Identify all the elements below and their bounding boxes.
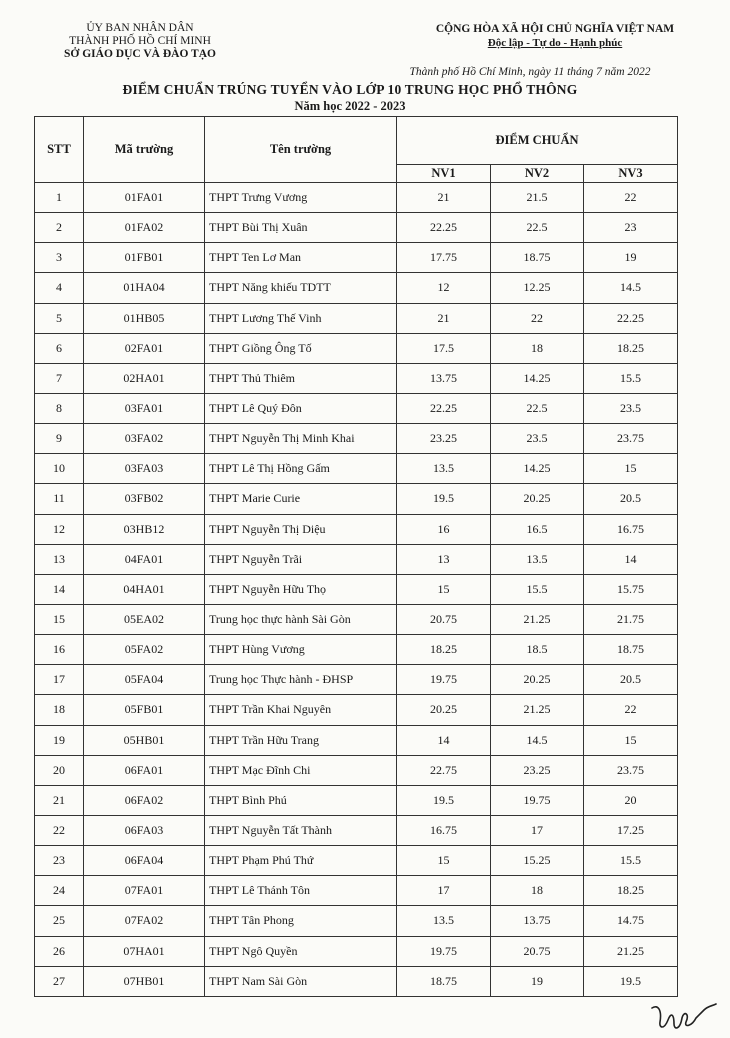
- header-nv3: NV3: [584, 165, 678, 183]
- ten-truong-cell: THPT Nguyễn Thị Minh Khai: [205, 424, 397, 454]
- ma-truong-cell: 07HA01: [84, 936, 205, 966]
- table-row: [35, 273, 678, 303]
- nv1-cell: 12: [397, 273, 491, 303]
- nv3-cell: 22: [584, 695, 678, 725]
- stt-cell: 12: [35, 514, 84, 544]
- table-row: [35, 333, 678, 363]
- nv2-cell: 21.5: [491, 183, 584, 213]
- table-row: [35, 393, 678, 423]
- ma-truong-cell: 02HA01: [84, 363, 205, 393]
- stt-cell: 7: [35, 363, 84, 393]
- nv1-cell: 19.75: [397, 936, 491, 966]
- ten-truong-cell: THPT Nam Sài Gòn: [205, 966, 397, 996]
- nv2-cell: 18.5: [491, 635, 584, 665]
- nv1-cell: 19.75: [397, 665, 491, 695]
- ma-truong-cell: 02FA01: [84, 333, 205, 363]
- table-row: [35, 454, 678, 484]
- table-row: [35, 604, 678, 634]
- table-row: [35, 514, 678, 544]
- ma-truong-cell: 01FB01: [84, 243, 205, 273]
- nv1-cell: 13: [397, 544, 491, 574]
- table-row: [35, 846, 678, 876]
- nv3-cell: 20.5: [584, 484, 678, 514]
- ten-truong-cell: THPT Marie Curie: [205, 484, 397, 514]
- nv2-cell: 15.5: [491, 574, 584, 604]
- table-row: [35, 424, 678, 454]
- nv1-cell: 22.75: [397, 755, 491, 785]
- table-row: [35, 574, 678, 604]
- nv3-cell: 20: [584, 785, 678, 815]
- stt-cell: 23: [35, 846, 84, 876]
- ma-truong-cell: 03HB12: [84, 514, 205, 544]
- nv3-cell: 18.25: [584, 876, 678, 906]
- nv2-cell: 14.25: [491, 454, 584, 484]
- ten-truong-cell: THPT Trưng Vương: [205, 183, 397, 213]
- ten-truong-cell: THPT Bình Phú: [205, 785, 397, 815]
- ma-truong-cell: 06FA04: [84, 846, 205, 876]
- document-date: Thành phố Hồ Chí Minh, ngày 11 tháng 7 năm 2022: [409, 66, 651, 78]
- nv2-cell: 18: [491, 333, 584, 363]
- stt-cell: 5: [35, 303, 84, 333]
- nv3-cell: 23.75: [584, 424, 678, 454]
- nv1-cell: 15: [397, 846, 491, 876]
- ma-truong-cell: 01FA01: [84, 183, 205, 213]
- table-row: [35, 363, 678, 393]
- ten-truong-cell: THPT Lê Quý Đôn: [205, 393, 397, 423]
- table-row: [35, 725, 678, 755]
- stt-cell: 8: [35, 393, 84, 423]
- table-row: [35, 876, 678, 906]
- nv3-cell: 18.25: [584, 333, 678, 363]
- table-row: [35, 183, 678, 213]
- stt-cell: 21: [35, 785, 84, 815]
- issuer-line-2: THÀNH PHỐ HỒ CHÍ MINH: [69, 35, 211, 47]
- nv3-cell: 18.75: [584, 635, 678, 665]
- nv2-cell: 14.5: [491, 725, 584, 755]
- header-ma-truong: Mã trường: [84, 117, 205, 183]
- ten-truong-cell: THPT Nguyễn Thị Diệu: [205, 514, 397, 544]
- nv1-cell: 13.75: [397, 363, 491, 393]
- ma-truong-cell: 03FB02: [84, 484, 205, 514]
- ten-truong-cell: THPT Lê Thánh Tôn: [205, 876, 397, 906]
- nv3-cell: 23.5: [584, 393, 678, 423]
- score-table: [34, 116, 678, 997]
- nv3-cell: 14.75: [584, 906, 678, 936]
- table-row: [35, 213, 678, 243]
- ten-truong-cell: THPT Nguyễn Trãi: [205, 544, 397, 574]
- nv1-cell: 21: [397, 183, 491, 213]
- stt-cell: 10: [35, 454, 84, 484]
- stt-cell: 16: [35, 635, 84, 665]
- ten-truong-cell: THPT Lương Thế Vinh: [205, 303, 397, 333]
- issuer-line-1: ỦY BAN NHÂN DÂN: [86, 22, 194, 34]
- nv1-cell: 17.5: [397, 333, 491, 363]
- table-row: [35, 665, 678, 695]
- ma-truong-cell: 07HB01: [84, 966, 205, 996]
- nv1-cell: 14: [397, 725, 491, 755]
- ma-truong-cell: 07FA01: [84, 876, 205, 906]
- table-row: [35, 243, 678, 273]
- ten-truong-cell: THPT Năng khiếu TDTT: [205, 273, 397, 303]
- ten-truong-cell: THPT Nguyễn Tất Thành: [205, 815, 397, 845]
- ma-truong-cell: 05FB01: [84, 695, 205, 725]
- document-title: ĐIỂM CHUẨN TRÚNG TUYỂN VÀO LỚP 10 TRUNG HỌC PHỔ THÔNG: [122, 82, 578, 97]
- ten-truong-cell: THPT Bùi Thị Xuân: [205, 213, 397, 243]
- nv3-cell: 14.5: [584, 273, 678, 303]
- table-row: [35, 635, 678, 665]
- national-motto: Độc lập - Tự do - Hạnh phúc: [487, 37, 623, 49]
- nv3-cell: 22: [584, 183, 678, 213]
- stt-cell: 2: [35, 213, 84, 243]
- table-row: [35, 484, 678, 514]
- ma-truong-cell: 07FA02: [84, 906, 205, 936]
- nv1-cell: 16: [397, 514, 491, 544]
- ten-truong-cell: Trung học thực hành Sài Gòn: [205, 604, 397, 634]
- issuer-line-3: SỞ GIÁO DỤC VÀ ĐÀO TẠO: [64, 48, 216, 60]
- nv2-cell: 21.25: [491, 604, 584, 634]
- nv1-cell: 17: [397, 876, 491, 906]
- ma-truong-cell: 04HA01: [84, 574, 205, 604]
- nv1-cell: 17.75: [397, 243, 491, 273]
- table-row: [35, 695, 678, 725]
- stt-cell: 24: [35, 876, 84, 906]
- nv2-cell: 19: [491, 966, 584, 996]
- nv3-cell: 15.5: [584, 363, 678, 393]
- ten-truong-cell: THPT Hùng Vương: [205, 635, 397, 665]
- nv3-cell: 15: [584, 725, 678, 755]
- stt-cell: 1: [35, 183, 84, 213]
- nv1-cell: 18.75: [397, 966, 491, 996]
- nv3-cell: 22.25: [584, 303, 678, 333]
- nv3-cell: 21.75: [584, 604, 678, 634]
- table-row: [35, 785, 678, 815]
- stt-cell: 17: [35, 665, 84, 695]
- nv1-cell: 20.25: [397, 695, 491, 725]
- nv1-cell: 15: [397, 574, 491, 604]
- nv3-cell: 23.75: [584, 755, 678, 785]
- header-nv1: NV1: [397, 165, 491, 183]
- nv3-cell: 15.75: [584, 574, 678, 604]
- stt-cell: 15: [35, 604, 84, 634]
- stt-cell: 27: [35, 966, 84, 996]
- nv2-cell: 13.75: [491, 906, 584, 936]
- ten-truong-cell: Trung học Thực hành - ĐHSP: [205, 665, 397, 695]
- nv3-cell: 16.75: [584, 514, 678, 544]
- ten-truong-cell: THPT Ten Lơ Man: [205, 243, 397, 273]
- ma-truong-cell: 01HA04: [84, 273, 205, 303]
- nv3-cell: 19.5: [584, 966, 678, 996]
- nv2-cell: 20.75: [491, 936, 584, 966]
- table-row: [35, 815, 678, 845]
- nv1-cell: 20.75: [397, 604, 491, 634]
- nv2-cell: 22: [491, 303, 584, 333]
- nv3-cell: 14: [584, 544, 678, 574]
- nv1-cell: 22.25: [397, 393, 491, 423]
- table-row: [35, 544, 678, 574]
- nv2-cell: 23.5: [491, 424, 584, 454]
- stt-cell: 18: [35, 695, 84, 725]
- nv3-cell: 15: [584, 454, 678, 484]
- nv1-cell: 21: [397, 303, 491, 333]
- nv1-cell: 22.25: [397, 213, 491, 243]
- ten-truong-cell: THPT Trần Khai Nguyên: [205, 695, 397, 725]
- ma-truong-cell: 03FA02: [84, 424, 205, 454]
- nv2-cell: 18.75: [491, 243, 584, 273]
- stt-cell: 25: [35, 906, 84, 936]
- stt-cell: 11: [35, 484, 84, 514]
- nv2-cell: 12.25: [491, 273, 584, 303]
- nv2-cell: 18: [491, 876, 584, 906]
- nv3-cell: 20.5: [584, 665, 678, 695]
- ten-truong-cell: THPT Phạm Phú Thứ: [205, 846, 397, 876]
- stt-cell: 13: [35, 544, 84, 574]
- nv2-cell: 20.25: [491, 665, 584, 695]
- stt-cell: 14: [35, 574, 84, 604]
- table-row: [35, 755, 678, 785]
- ma-truong-cell: 05EA02: [84, 604, 205, 634]
- stt-cell: 19: [35, 725, 84, 755]
- nv2-cell: 23.25: [491, 755, 584, 785]
- table-row: [35, 966, 678, 996]
- nv1-cell: 19.5: [397, 785, 491, 815]
- ten-truong-cell: THPT Nguyễn Hữu Thọ: [205, 574, 397, 604]
- nv1-cell: 19.5: [397, 484, 491, 514]
- ten-truong-cell: THPT Tân Phong: [205, 906, 397, 936]
- ma-truong-cell: 06FA01: [84, 755, 205, 785]
- nv1-cell: 13.5: [397, 906, 491, 936]
- ten-truong-cell: THPT Lê Thị Hồng Gấm: [205, 454, 397, 484]
- nv3-cell: 17.25: [584, 815, 678, 845]
- signature-mark: [648, 1000, 718, 1036]
- nv2-cell: 13.5: [491, 544, 584, 574]
- national-header: [395, 22, 715, 50]
- ten-truong-cell: THPT Trần Hữu Trang: [205, 725, 397, 755]
- ten-truong-cell: THPT Mạc Đĩnh Chi: [205, 755, 397, 785]
- nv2-cell: 20.25: [491, 484, 584, 514]
- national-title: CỘNG HÒA XÃ HỘI CHỦ NGHĨA VIỆT NAM: [435, 23, 675, 35]
- table-row: [35, 906, 678, 936]
- ma-truong-cell: 05FA04: [84, 665, 205, 695]
- header-stt: STT: [35, 117, 84, 183]
- nv2-cell: 21.25: [491, 695, 584, 725]
- nv2-cell: 22.5: [491, 393, 584, 423]
- ma-truong-cell: 06FA03: [84, 815, 205, 845]
- ma-truong-cell: 05FA02: [84, 635, 205, 665]
- issuer-block: [20, 22, 260, 61]
- stt-cell: 4: [35, 273, 84, 303]
- nv2-cell: 22.5: [491, 213, 584, 243]
- ma-truong-cell: 03FA01: [84, 393, 205, 423]
- nv3-cell: 15.5: [584, 846, 678, 876]
- table-row: [35, 936, 678, 966]
- ma-truong-cell: 04FA01: [84, 544, 205, 574]
- nv1-cell: 23.25: [397, 424, 491, 454]
- score-table-body: [35, 183, 678, 997]
- nv2-cell: 16.5: [491, 514, 584, 544]
- nv1-cell: 16.75: [397, 815, 491, 845]
- nv2-cell: 15.25: [491, 846, 584, 876]
- header-nv2: NV2: [491, 165, 584, 183]
- table-row: [35, 303, 678, 333]
- nv2-cell: 19.75: [491, 785, 584, 815]
- ten-truong-cell: THPT Ngô Quyền: [205, 936, 397, 966]
- document-subtitle: Năm học 2022 - 2023: [294, 99, 406, 113]
- stt-cell: 6: [35, 333, 84, 363]
- header-ten-truong: Tên trường: [205, 117, 397, 183]
- header-diem-chuan: ĐIỂM CHUẨN: [397, 117, 678, 165]
- ma-truong-cell: 01FA02: [84, 213, 205, 243]
- stt-cell: 3: [35, 243, 84, 273]
- nv3-cell: 21.25: [584, 936, 678, 966]
- ma-truong-cell: 06FA02: [84, 785, 205, 815]
- ma-truong-cell: 03FA03: [84, 454, 205, 484]
- stt-cell: 20: [35, 755, 84, 785]
- nv2-cell: 17: [491, 815, 584, 845]
- ma-truong-cell: 05HB01: [84, 725, 205, 755]
- stt-cell: 22: [35, 815, 84, 845]
- nv3-cell: 19: [584, 243, 678, 273]
- stt-cell: 26: [35, 936, 84, 966]
- nv2-cell: 14.25: [491, 363, 584, 393]
- ten-truong-cell: THPT Giồng Ông Tố: [205, 333, 397, 363]
- ten-truong-cell: THPT Thủ Thiêm: [205, 363, 397, 393]
- ma-truong-cell: 01HB05: [84, 303, 205, 333]
- nv3-cell: 23: [584, 213, 678, 243]
- nv1-cell: 18.25: [397, 635, 491, 665]
- stt-cell: 9: [35, 424, 84, 454]
- nv1-cell: 13.5: [397, 454, 491, 484]
